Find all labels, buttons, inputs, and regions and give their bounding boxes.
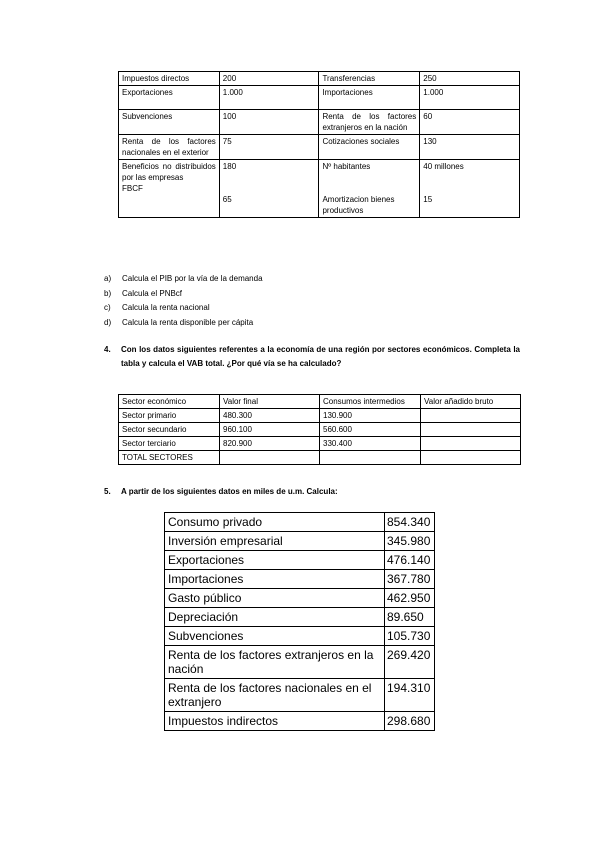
table-cell: Renta de los factores nacionales en el exterior bbox=[119, 135, 220, 160]
question-4 bbox=[104, 343, 520, 371]
question-list bbox=[104, 272, 263, 330]
list-text: Calcula la renta disponible per cápita bbox=[122, 317, 254, 327]
table-cell: 367.780 bbox=[385, 570, 435, 589]
table-cell: 345.980 bbox=[385, 532, 435, 551]
table-cell: 200 bbox=[219, 72, 319, 86]
table-row bbox=[165, 712, 435, 731]
list-marker: a) bbox=[104, 274, 112, 283]
column-header: Consumos intermedios bbox=[320, 395, 421, 409]
table-cell: Transferencias bbox=[319, 72, 420, 86]
table-row bbox=[165, 551, 435, 570]
table-cell bbox=[421, 423, 521, 437]
table-row bbox=[165, 589, 435, 608]
table-cell: 194.310 bbox=[385, 679, 435, 712]
table-cell bbox=[119, 160, 220, 218]
column-header: Valor final bbox=[220, 395, 320, 409]
cell-text: 65 bbox=[222, 195, 232, 204]
table-cell: 298.680 bbox=[385, 712, 435, 731]
table-cell: 330.400 bbox=[320, 437, 421, 451]
table-row bbox=[165, 608, 435, 627]
table-row bbox=[165, 646, 435, 679]
list-item bbox=[104, 287, 263, 302]
cell-text: FBCF bbox=[122, 184, 143, 193]
table-row bbox=[119, 451, 521, 465]
cell-text: Amortizacion bienes productivos bbox=[322, 195, 395, 215]
table-cell: 854.340 bbox=[385, 513, 435, 532]
table-cell: 480.300 bbox=[220, 409, 320, 423]
table-cell: 105.730 bbox=[385, 627, 435, 646]
table-cell bbox=[220, 451, 320, 465]
table-header-row bbox=[119, 395, 521, 409]
list-item bbox=[104, 272, 263, 287]
table-row bbox=[165, 532, 435, 551]
table-cell: 75 bbox=[219, 135, 319, 160]
column-header: Valor añadido bruto bbox=[421, 395, 521, 409]
table-cell: 462.950 bbox=[385, 589, 435, 608]
list-text: Calcula la renta nacional bbox=[122, 303, 210, 312]
table-row bbox=[165, 570, 435, 589]
table-cell: Consumo privado bbox=[165, 513, 385, 532]
table-cell: Sector secundario bbox=[119, 423, 220, 437]
table-row bbox=[119, 135, 520, 160]
table-cell: Impuestos directos bbox=[119, 72, 220, 86]
list-text: Calcula el PIB por la vía de la demanda bbox=[122, 274, 263, 283]
table-cell: Subvenciones bbox=[165, 627, 385, 646]
cell-text: 40 millones bbox=[423, 162, 464, 171]
table-cell: Renta de los factores extranjeros en la nación bbox=[165, 646, 385, 679]
table-cell: 250 bbox=[420, 72, 520, 86]
list-marker: b) bbox=[104, 288, 112, 298]
list-marker: d) bbox=[104, 317, 112, 327]
table-cell: Renta de los factores extranjeros en la nación bbox=[319, 110, 420, 135]
cell-text: 15 bbox=[423, 195, 433, 204]
table-cell: Impuestos indirectos bbox=[165, 712, 385, 731]
table-cell bbox=[320, 451, 421, 465]
table-cell bbox=[421, 437, 521, 451]
column-header: Sector económico bbox=[119, 395, 220, 409]
cell-text: Beneficios no distribuidos por las empresas bbox=[122, 162, 216, 182]
table-cell: Inversión empresarial bbox=[165, 532, 385, 551]
table-cell: 130 bbox=[420, 135, 520, 160]
table-cell: TOTAL SECTORES bbox=[119, 451, 220, 465]
macro-data-table bbox=[118, 71, 520, 218]
table-row bbox=[165, 679, 435, 712]
question-number: 5. bbox=[104, 487, 111, 496]
table-cell: 820.900 bbox=[220, 437, 320, 451]
cell-text: Nº habitantes bbox=[322, 162, 371, 171]
table-cell bbox=[421, 409, 521, 423]
sector-table bbox=[118, 394, 521, 465]
table-cell bbox=[420, 160, 520, 218]
table-cell: Sector terciario bbox=[119, 437, 220, 451]
table-row bbox=[119, 110, 520, 135]
table-row bbox=[119, 160, 520, 218]
table-cell bbox=[219, 160, 319, 218]
table-cell bbox=[319, 160, 420, 218]
table-cell: Exportaciones bbox=[119, 86, 220, 110]
question-text: A partir de los siguientes datos en miles de u.m. Calcula: bbox=[121, 487, 338, 496]
list-item bbox=[104, 301, 263, 316]
table-cell: Depreciación bbox=[165, 608, 385, 627]
table-row bbox=[165, 627, 435, 646]
table-cell: 476.140 bbox=[385, 551, 435, 570]
table-cell: 100 bbox=[219, 110, 319, 135]
table-cell: Exportaciones bbox=[165, 551, 385, 570]
table-row bbox=[165, 513, 435, 532]
question-number: 4. bbox=[104, 345, 111, 354]
table-row bbox=[119, 86, 520, 110]
table-cell: 560.600 bbox=[320, 423, 421, 437]
table-cell: 960.100 bbox=[220, 423, 320, 437]
table-cell: Importaciones bbox=[165, 570, 385, 589]
list-marker: c) bbox=[104, 303, 111, 312]
question-5 bbox=[104, 487, 338, 496]
question-text: Con los datos siguientes referentes a la economía de una región por sectores económicos. Completa la tabla y calcula el VAB total. ¿Por qué vía se ha calculado? bbox=[121, 345, 520, 368]
national-accounts-table bbox=[164, 512, 435, 731]
table-cell: 1.000 bbox=[219, 86, 319, 110]
table-cell: 60 bbox=[420, 110, 520, 135]
table-row bbox=[119, 72, 520, 86]
table-cell: Importaciones bbox=[319, 86, 420, 110]
list-text: Calcula el PNBcf bbox=[122, 288, 183, 298]
table-row bbox=[119, 409, 521, 423]
cell-text: 180 bbox=[222, 162, 237, 171]
table-row bbox=[119, 437, 521, 451]
table-cell: Gasto público bbox=[165, 589, 385, 608]
table-row bbox=[119, 423, 521, 437]
table-cell: 130.900 bbox=[320, 409, 421, 423]
table-cell: 269.420 bbox=[385, 646, 435, 679]
table-cell: Sector primario bbox=[119, 409, 220, 423]
list-item bbox=[104, 316, 263, 331]
table-cell: Renta de los factores nacionales en el extranjero bbox=[165, 679, 385, 712]
table-cell: 1.000 bbox=[420, 86, 520, 110]
table-cell: Subvenciones bbox=[119, 110, 220, 135]
table-cell bbox=[421, 451, 521, 465]
table-cell: 89.650 bbox=[385, 608, 435, 627]
table-cell: Cotizaciones sociales bbox=[319, 135, 420, 160]
